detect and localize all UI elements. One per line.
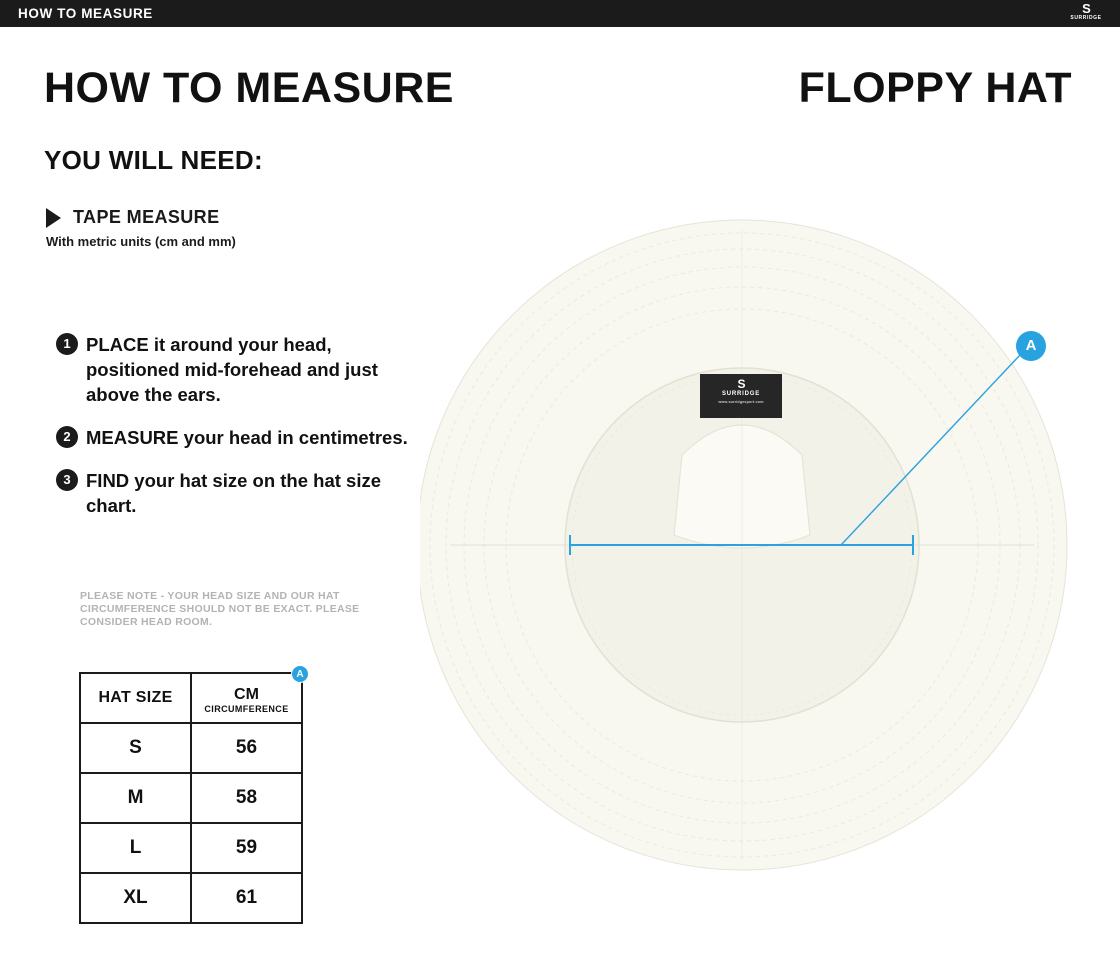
table-row (80, 773, 302, 823)
cell-size: M (80, 773, 191, 823)
section-title-you-will-need: YOU WILL NEED: (44, 145, 263, 175)
list-item (56, 425, 416, 450)
tool-row (46, 207, 219, 228)
brand-logo-mark: S (1082, 1, 1090, 16)
hat-patch-wordmark: SURRIDGE (721, 391, 761, 397)
step-number-badge: 1 (56, 333, 78, 355)
steps-list (56, 332, 416, 536)
step-text: PLACE it around your head, positioned mid-forehead and just above the ears. (86, 334, 378, 405)
hat-patch-mark: S (737, 377, 745, 391)
floppy-hat-illustration (420, 210, 1100, 900)
cell-size: S (80, 723, 191, 773)
table-header-row (80, 673, 302, 723)
cell-cm: 56 (191, 723, 302, 773)
top-bar-title: HOW TO MEASURE (18, 6, 153, 21)
list-item (56, 332, 416, 407)
tool-detail: With metric units (cm and mm) (46, 234, 236, 249)
hat-logo-patch (700, 374, 782, 418)
product-title: FLOPPY HAT (798, 64, 1072, 112)
top-bar (0, 0, 1120, 27)
table-header-cm (191, 669, 304, 723)
measurement-marker-a: A (1016, 331, 1046, 361)
step-text: MEASURE your head in centimetres. (86, 427, 408, 448)
cell-cm: 59 (191, 823, 302, 873)
brand-logo (1066, 2, 1106, 26)
tool-name: TAPE MEASURE (73, 207, 220, 227)
table-header-cm-sub: CIRCUMFERENCE (204, 703, 289, 714)
list-item (56, 468, 416, 518)
brand-logo-wordmark: SURRIDGE (1070, 15, 1102, 21)
measurement-marker-a-badge: A (291, 665, 309, 683)
table-row (80, 723, 302, 773)
table-row (80, 873, 302, 923)
hat-patch-url: www.surridgesport.com (718, 400, 764, 404)
step-number-badge: 2 (56, 426, 78, 448)
step-number-badge: 3 (56, 469, 78, 491)
table-row (80, 823, 302, 873)
triangle-bullet-icon (46, 208, 61, 228)
table-header-hat-size: HAT SIZE (80, 673, 191, 723)
cell-size: XL (80, 873, 191, 923)
page-title: HOW TO MEASURE (44, 64, 454, 112)
table-header-cm-main: CM (234, 685, 259, 703)
cell-cm: 58 (191, 773, 302, 823)
cell-size: L (80, 823, 191, 873)
disclaimer-note: PLEASE NOTE - YOUR HEAD SIZE AND OUR HAT CIRCUMFERENCE SHOULD NOT BE EXACT. PLEASE CONSIDER HEAD ROOM. (80, 590, 360, 628)
hat-size-table (79, 669, 304, 924)
cell-cm: 61 (191, 873, 302, 923)
step-text: FIND your hat size on the hat size chart. (86, 470, 382, 516)
